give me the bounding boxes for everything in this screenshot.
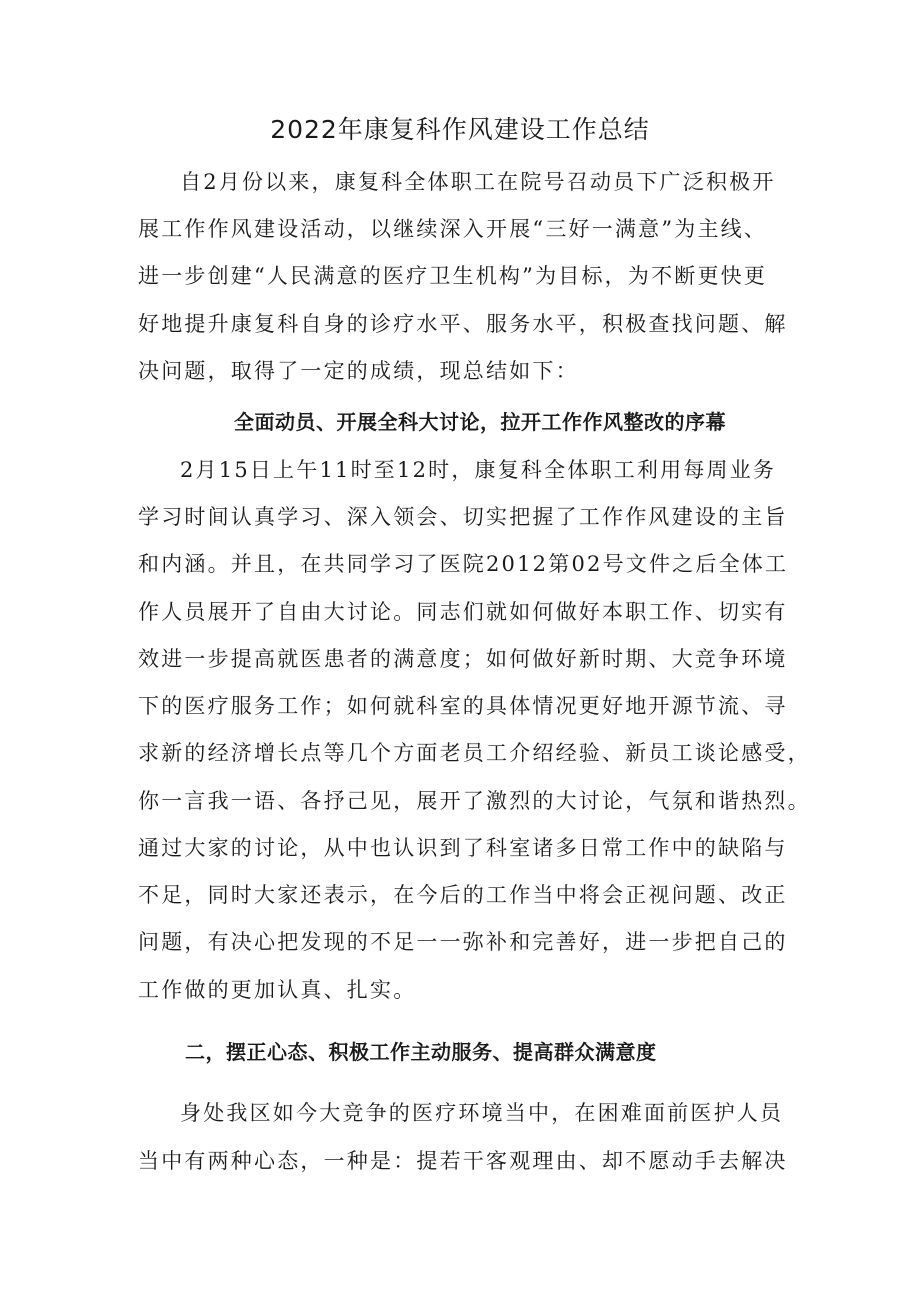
- section2-line: 身处我区如今大竞争的医疗环境当中，在困难面前医护人员: [180, 1101, 784, 1125]
- intro-line: 进一步创建“人民满意的医疗卫生机构”为目标，为不断更快更: [138, 264, 768, 288]
- intro-line: 自2月份以来，康复科全体职工在院号召动员下广泛积极开: [180, 170, 776, 194]
- section2-line: 当中有两种心态，一种是：提若干客观理由、却不愿动手去解决: [138, 1149, 788, 1173]
- section1-line: 和内涵。并且，在共同学习了医院2012第02号文件之后全体工: [138, 552, 789, 576]
- section1-line: 下的医疗服务工作；如何就科室的具体情况更好地开源节流、寻: [138, 694, 788, 718]
- section1-line: 通过大家的讨论，从中也认识到了科室诸多日常工作中的缺陷与: [138, 836, 788, 860]
- section1-line: 2月15日上午11时至12时，康复科全体职工利用每周业务: [180, 458, 777, 482]
- document-title: 2022年康复科作风建设工作总结: [270, 115, 650, 144]
- intro-line: 展工作作风建设活动，以继续深入开展“三好一满意”为主线、: [138, 217, 768, 241]
- section1-line: 工作做的更加认真、扎实。: [138, 978, 417, 1002]
- section1-line: 作人员展开了自由大讨论。同志们就如何做好本职工作、切实有: [138, 600, 788, 624]
- section-heading-2: 二，摆正心态、积极工作主动服务、提高群众满意度: [185, 1040, 657, 1064]
- section1-line: 不足，同时大家还表示，在今后的工作当中将会正视问题、改正: [138, 883, 788, 907]
- section1-line: 求新的经济增长点等几个方面老员工介绍经验、新员工谈论感受，: [138, 741, 811, 765]
- intro-line: 好地提升康复科自身的诊疗水平、服务水平，积极查找问题、解: [138, 312, 788, 336]
- section1-line: 效进一步提高就医患者的满意度；如何做好新时期、大竞争环境: [138, 647, 788, 671]
- section-heading-1: 全面动员、开展全科大讨论，拉开工作作风整改的序幕: [234, 410, 726, 434]
- intro-line: 决问题，取得了一定的成绩，现总结如下：: [138, 359, 579, 383]
- section1-line: 你一言我一语、各抒己见，展开了激烈的大讨论，气氛和谐热烈。: [138, 789, 811, 813]
- section1-line: 问题，有决心把发现的不足一一弥补和完善好，进一步把自己的: [138, 930, 788, 954]
- section1-line: 学习时间认真学习、深入领会、切实把握了工作作风建设的主旨: [138, 505, 788, 529]
